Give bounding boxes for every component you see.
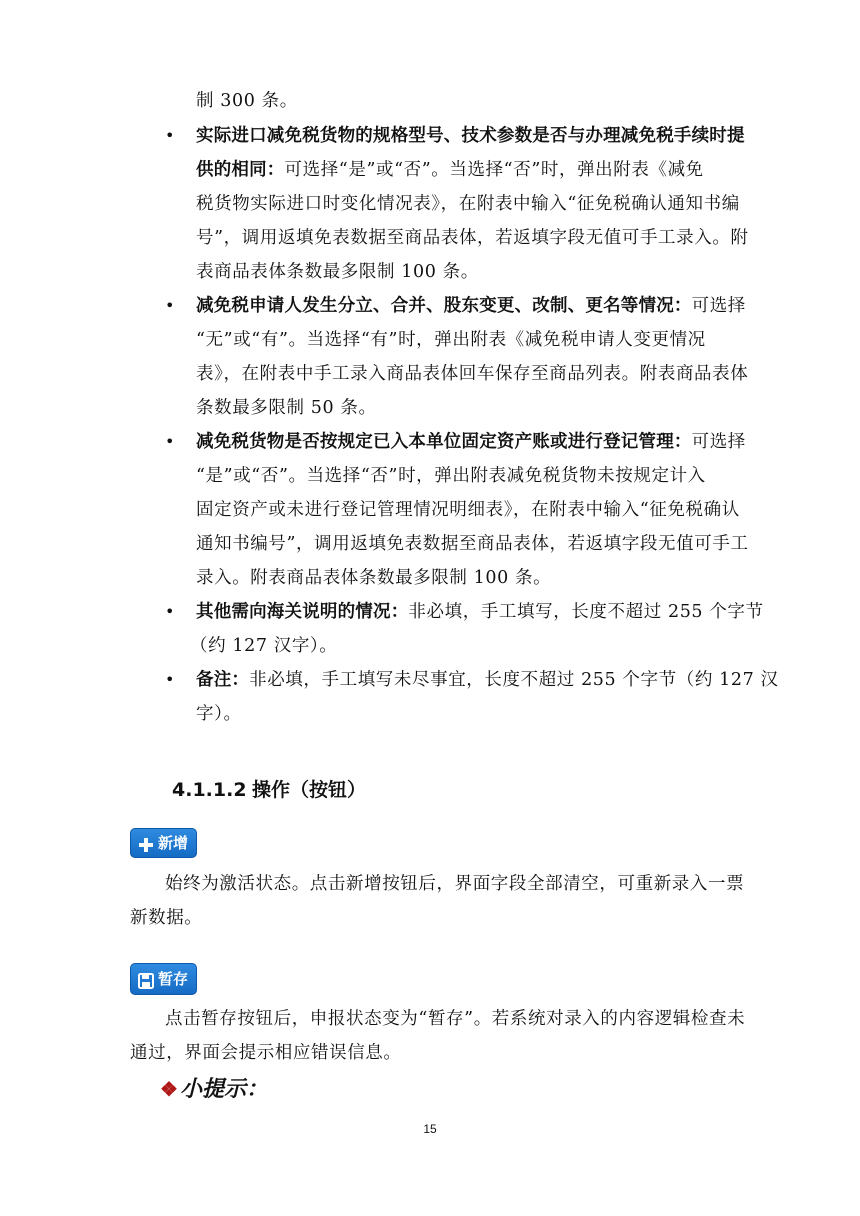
save-icon	[137, 970, 155, 988]
tip-label: 小提示：	[179, 1076, 268, 1102]
temp-save-button-desc: 通过，界面会提示相应错误信息。	[130, 1043, 402, 1063]
plus-icon	[137, 834, 155, 852]
add-button-label: 新增	[158, 834, 189, 852]
bullet-dot: •	[165, 670, 175, 689]
add-button-desc: 始终为激活状态。点击新增按钮后，界面字段全部清空，可重新录入一票	[165, 874, 745, 894]
bullet-3-text: 可选择	[691, 432, 746, 452]
diamond-icon: ❖	[160, 1077, 178, 1101]
bullet-dot: •	[165, 126, 175, 145]
section-title: 操作（按钮）	[252, 779, 367, 801]
bullet-2-text: 条数最多限制 50 条。	[196, 398, 377, 418]
bullet-3-text: 通知书编号”，调用返填免表数据至商品表体，若返填字段无值可手工	[196, 534, 749, 554]
section-heading	[172, 778, 366, 802]
bullet-3-text: 固定资产或未进行登记管理情况明细表》，在附表中输入“征免税确认	[196, 500, 740, 520]
bullet-1-line	[196, 159, 704, 181]
continuation-text: 制 300 条。	[196, 91, 298, 111]
bullet-1-title: 实际进口减免税货物的规格型号、技术参数是否与办理减免税手续时提	[196, 126, 745, 146]
temp-save-button-label: 暂存	[158, 970, 189, 988]
bullet-2-text: 可选择	[691, 296, 746, 316]
add-button-desc: 新数据。	[130, 908, 203, 928]
bullet-1-text: 号”，调用返填免表数据至商品表体，若返填字段无值可手工录入。附	[196, 228, 749, 248]
bullet-5-text: 字）。	[196, 704, 242, 724]
add-button[interactable]	[130, 828, 197, 858]
bullet-4-text: （约 127 汉字）。	[190, 636, 338, 656]
bullet-3-line	[196, 431, 746, 453]
bullet-3-title: 减免税货物是否按规定已入本单位固定资产账或进行登记管理：	[196, 432, 692, 452]
bullet-5-title: 备注：	[196, 670, 250, 690]
page-number: 15	[423, 1122, 437, 1136]
bullet-1-text: 表商品表体条数最多限制 100 条。	[196, 262, 479, 282]
temp-save-button[interactable]	[130, 963, 197, 995]
tip-heading	[160, 1075, 268, 1103]
bullet-dot: •	[165, 602, 175, 621]
bullet-1-title-cont: 供的相同：	[196, 160, 285, 180]
bullet-5-line	[196, 669, 779, 691]
bullet-2-text: 表》，在附表中手工录入商品表体回车保存至商品列表。附表商品表体	[196, 364, 749, 384]
bullet-1-text: 税货物实际进口时变化情况表》，在附表中输入“征免税确认通知书编	[196, 194, 740, 214]
bullet-3-text: 录入。附表商品表体条数最多限制 100 条。	[196, 568, 552, 588]
bullet-dot: •	[165, 296, 175, 315]
temp-save-button-desc: 点击暂存按钮后，申报状态变为“暂存”。若系统对录入的内容逻辑检查未	[165, 1009, 746, 1029]
bullet-5-text: 非必填，手工填写未尽事宜，长度不超过 255 个字节（约 127 汉	[249, 670, 779, 690]
bullet-3-text: “是”或“否”。当选择“否”时，弹出附表减免税货物未按规定计入	[196, 466, 706, 486]
bullet-2-title: 减免税申请人发生分立、合并、股东变更、改制、更名等情况：	[196, 296, 692, 316]
bullet-2-line	[196, 295, 746, 317]
bullet-4-title: 其他需向海关说明的情况：	[196, 602, 409, 622]
bullet-4-line	[196, 601, 764, 623]
section-number: 4.1.1.2	[172, 779, 247, 801]
bullet-2-text: “无”或“有”。当选择“有”时，弹出附表《减免税申请人变更情况	[196, 330, 706, 350]
bullet-dot: •	[165, 432, 175, 451]
bullet-4-text: 非必填，手工填写，长度不超过 255 个字节	[408, 602, 764, 622]
bullet-1-text: 可选择“是”或“否”。当选择“否”时，弹出附表《减免	[284, 160, 704, 180]
